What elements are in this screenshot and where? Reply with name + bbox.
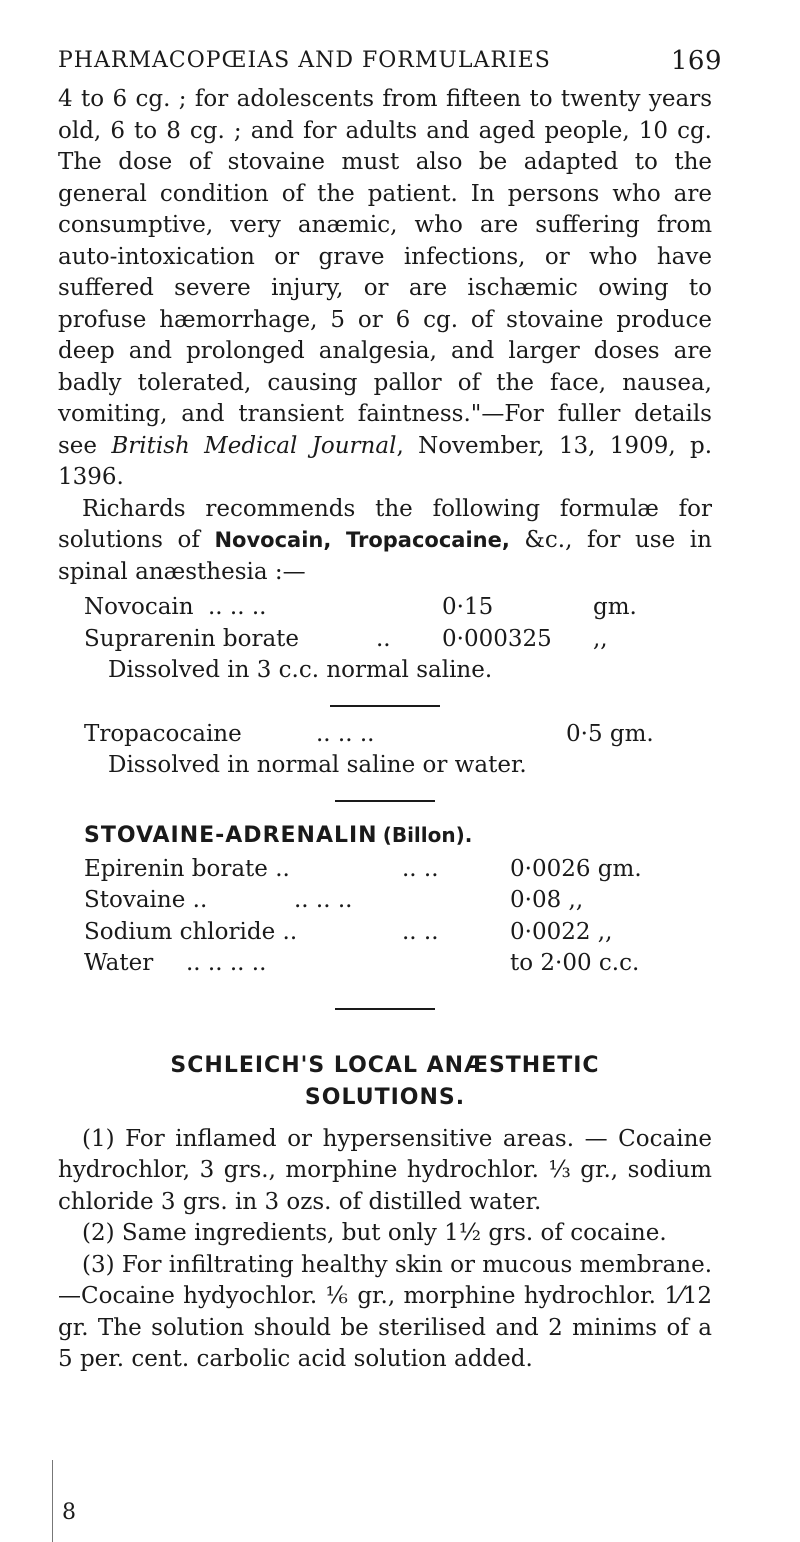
ingredient-amount: 0·000325 [442, 625, 552, 652]
leader-dots: .. .. .. [316, 720, 375, 747]
schleich-section [58, 1050, 712, 1376]
leader-dots: .. [376, 625, 391, 652]
ingredient-name: Suprarenin borate [84, 625, 300, 652]
ingredient-amount: 0·15 [442, 594, 494, 620]
drug-names-bold: Novocain, Tropacocaine, [214, 528, 510, 552]
formula-row [58, 854, 712, 886]
section-heading-line: SCHLEICH'S LOCAL ANÆSTHETIC [170, 1052, 600, 1078]
ingredient-amount: to 2·00 c.c. [510, 950, 640, 976]
journal-citation: , November, 13, 1909, p. 1396. [58, 432, 713, 490]
schleich-item-2: (2) Same ingredients, but only 1½ grs. of cocaine. [82, 1220, 667, 1246]
section-heading-line: SOLUTIONS. [304, 1084, 466, 1110]
section-rule [335, 1008, 435, 1010]
page-number: 169 [670, 46, 722, 76]
formula-heading-title: STOVAINE-ADRENALIN [84, 822, 378, 848]
formula-row [58, 948, 712, 980]
formula-row [58, 624, 712, 656]
formula-novocain [58, 592, 712, 687]
formula-row [58, 719, 712, 751]
ingredient-amount: 0·0022 ,, [510, 918, 613, 945]
paragraph-text: 4 to 6 cg. ; for adolescents from fifteen to twenty years old, 6 to 8 cg. ; and for adults and aged people, 10 cg. The dose of stovaine must also be adapted to the general condition of the patient. In persons who are consumptive, very anæmic, who are suffering from auto-intoxication or grave infections, or who have suffered severe injury, or are ischæmic owing to profuse hæmorrhage, 5 or 6 cg. of stovaine produce deep and prolonged analgesia, and larger doses are badly tolerated, causing pallor of the face, nausea, vomiting, and transient faintness."—For fuller details see [58, 86, 712, 459]
ingredient-unit: gm. [593, 594, 637, 620]
richards-end: &c., for use in spinal anæsthesia :— [58, 527, 712, 585]
section-heading [58, 1050, 712, 1114]
leader-dots: .. .. .. [294, 887, 353, 913]
formula-note [58, 655, 712, 687]
ingredient-name: Novocain [84, 594, 194, 620]
ingredient-amount: 0·0026 gm. [510, 855, 642, 882]
ingredient-name: Water [84, 950, 154, 976]
section-rule [335, 800, 435, 802]
ingredient-unit: ,, [593, 625, 608, 652]
paragraph-richards [58, 494, 712, 589]
ingredient-amount: 0·08 ,, [510, 887, 584, 913]
signature-mark: 8 [62, 1500, 76, 1525]
formula-stovaine-adrenalin [58, 818, 712, 980]
leader-dots: .. .. [402, 855, 439, 882]
ingredient-name: Stovaine .. [84, 887, 208, 913]
running-head [58, 40, 722, 80]
ingredient-amount: 0·5 gm. [566, 720, 654, 747]
running-title: PHARMACOPŒIAS AND FORMULARIES [58, 48, 551, 73]
formula-heading [84, 818, 712, 854]
formula-row [58, 592, 712, 624]
formula-note [58, 750, 712, 782]
paragraph-stovaine-dose [58, 84, 712, 494]
formula-tropacocaine [58, 719, 712, 782]
formula-heading-suffix: (Billon). [382, 822, 473, 847]
leader-dots: .. .. .. .. [186, 950, 267, 976]
journal-title: British Medical Journal [111, 432, 397, 459]
schleich-item-1: (1) For inflamed or hypersensitive areas. — Cocaine hydrochlor, 3 grs., morphine hydrochlor. ⅓ gr., sodium chloride 3 grs. in 3 ozs. of distilled water. [58, 1125, 712, 1215]
formula-note-text: Dissolved in 3 c.c. normal saline. [108, 657, 493, 683]
formula-row [58, 917, 712, 949]
ingredient-name: Tropacocaine [84, 720, 242, 747]
schleich-item-3: (3) For infiltrating healthy skin or mucous membrane.—Cocaine hydyochlor. ⅙ gr., morphine hydrochlor. 1⁄12 gr. The solution should be sterilised and 2 minims of a 5 per. cent. carbolic acid solution added. [58, 1251, 712, 1372]
ingredient-name: Epirenin borate .. [84, 855, 290, 882]
book-page [58, 40, 722, 1376]
formula-row [58, 885, 712, 917]
leader-dots: .. .. [402, 918, 439, 945]
ingredient-name: Sodium chloride .. [84, 918, 298, 945]
page-edge-mark [52, 1460, 53, 1542]
richards-start: Richards recommends the following formulæ for solutions of [58, 495, 712, 553]
formula-note-text: Dissolved in normal saline or water. [108, 752, 527, 778]
section-rule [330, 705, 440, 707]
leader-dots: .. .. .. [208, 594, 267, 620]
